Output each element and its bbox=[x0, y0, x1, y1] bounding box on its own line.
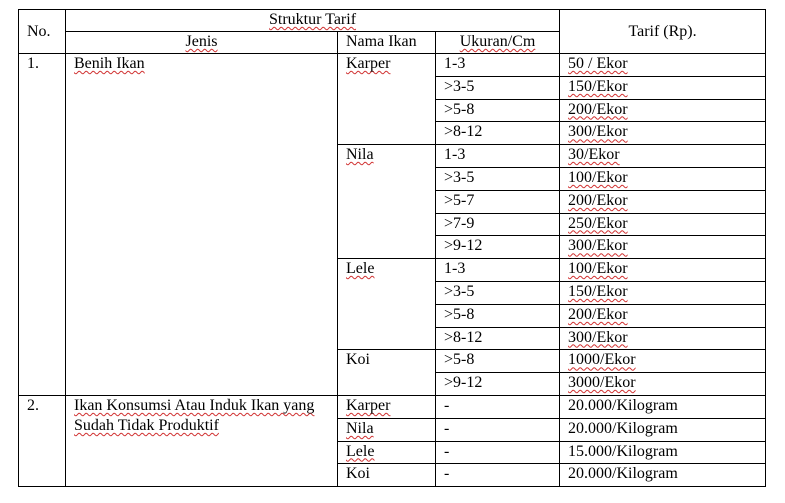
tariff-value: 100/Ekor bbox=[568, 168, 628, 186]
fish-name: Nila bbox=[346, 146, 374, 164]
size-cell: 1-3 bbox=[436, 145, 560, 168]
tariff-cell bbox=[560, 99, 766, 122]
fish-name: Karper bbox=[346, 55, 391, 72]
tariff-cell bbox=[560, 373, 766, 396]
tariff-value: 3000/Ekor bbox=[568, 374, 636, 392]
size-cell: >5-7 bbox=[436, 190, 560, 213]
fish-name: Koi bbox=[346, 351, 370, 369]
tariff-cell bbox=[560, 304, 766, 327]
size-cell: - bbox=[436, 464, 560, 487]
tariff-table bbox=[18, 9, 766, 487]
size-cell: - bbox=[436, 441, 560, 464]
size-cell: >5-8 bbox=[436, 304, 560, 327]
jenis-label: Benih Ikan bbox=[74, 55, 145, 72]
tariff-value: 20.000/Kilogram bbox=[568, 419, 678, 437]
fish-name: Lele bbox=[346, 442, 375, 460]
jenis-cell bbox=[66, 395, 338, 486]
tariff-value: 30/Ekor bbox=[568, 146, 620, 164]
size-cell: >5-8 bbox=[436, 99, 560, 122]
header-ukuran: Ukuran/Cm bbox=[436, 32, 560, 54]
header-no: No. bbox=[19, 10, 66, 54]
fish-name-cell bbox=[338, 441, 436, 464]
tariff-value: 1000/Ekor bbox=[568, 351, 636, 369]
fish-name-cell bbox=[338, 350, 436, 396]
header-struktur-tarif: Struktur Tarif bbox=[66, 10, 560, 32]
size-cell: >3-5 bbox=[436, 76, 560, 99]
table-row bbox=[19, 54, 766, 77]
tariff-value: 300/Ekor bbox=[568, 328, 628, 346]
tariff-cell bbox=[560, 350, 766, 373]
tariff-cell bbox=[560, 441, 766, 464]
fish-name-cell bbox=[338, 395, 436, 418]
tariff-cell bbox=[560, 418, 766, 441]
tariff-cell bbox=[560, 464, 766, 487]
tariff-value: 150/Ekor bbox=[568, 282, 628, 300]
size-cell: >9-12 bbox=[436, 236, 560, 259]
tariff-cell bbox=[560, 122, 766, 145]
tariff-value: 250/Ekor bbox=[568, 214, 628, 232]
tariff-cell bbox=[560, 167, 766, 190]
size-cell: >8-12 bbox=[436, 122, 560, 145]
tariff-value: 50 / Ekor bbox=[568, 55, 628, 72]
size-cell: >9-12 bbox=[436, 373, 560, 396]
tariff-value: 300/Ekor bbox=[568, 237, 628, 255]
tariff-value: 200/Ekor bbox=[568, 305, 628, 323]
tariff-cell bbox=[560, 145, 766, 168]
tariff-value: 300/Ekor bbox=[568, 123, 628, 141]
row-number: 1. bbox=[19, 54, 66, 396]
tariff-value: 200/Ekor bbox=[568, 100, 628, 118]
tariff-value: 200/Ekor bbox=[568, 191, 628, 209]
header-tarif: Tarif (Rp). bbox=[560, 10, 766, 54]
row-number: 2. bbox=[19, 395, 66, 486]
tariff-cell bbox=[560, 281, 766, 304]
tariff-cell bbox=[560, 327, 766, 350]
fish-name: Karper bbox=[346, 396, 391, 414]
tariff-cell bbox=[560, 190, 766, 213]
jenis-cell bbox=[66, 54, 338, 396]
fish-name-cell bbox=[338, 464, 436, 487]
fish-name-cell bbox=[338, 145, 436, 259]
size-cell: 1-3 bbox=[436, 54, 560, 77]
table-body bbox=[19, 54, 766, 487]
tariff-cell bbox=[560, 259, 766, 282]
size-cell: >3-5 bbox=[436, 281, 560, 304]
tariff-value: 20.000/Kilogram bbox=[568, 465, 678, 483]
tariff-value: 100/Ekor bbox=[568, 260, 628, 278]
size-cell: >5-8 bbox=[436, 350, 560, 373]
tariff-cell bbox=[560, 213, 766, 236]
size-cell: >3-5 bbox=[436, 167, 560, 190]
fish-name: Koi bbox=[346, 465, 370, 483]
fish-name-cell bbox=[338, 418, 436, 441]
size-cell: >7-9 bbox=[436, 213, 560, 236]
fish-name-cell bbox=[338, 54, 436, 145]
fish-name-cell bbox=[338, 259, 436, 350]
size-cell: 1-3 bbox=[436, 259, 560, 282]
tariff-cell bbox=[560, 76, 766, 99]
size-cell: >8-12 bbox=[436, 327, 560, 350]
fish-name: Lele bbox=[346, 260, 375, 278]
tariff-value: 20.000/Kilogram bbox=[568, 396, 678, 414]
tariff-value: 15.000/Kilogram bbox=[568, 442, 678, 460]
size-cell: - bbox=[436, 395, 560, 418]
size-cell: - bbox=[436, 418, 560, 441]
header-jenis: Jenis bbox=[66, 32, 338, 54]
tariff-cell bbox=[560, 54, 766, 77]
table-row bbox=[19, 395, 766, 418]
jenis-label: Ikan Konsumsi Atau Induk Ikan yang Sudah Tidak Produktif bbox=[74, 396, 315, 434]
header-nama-ikan: Nama Ikan bbox=[338, 32, 436, 54]
tariff-cell bbox=[560, 395, 766, 418]
tariff-value: 150/Ekor bbox=[568, 77, 628, 95]
tariff-cell bbox=[560, 236, 766, 259]
fish-name: Nila bbox=[346, 419, 374, 437]
